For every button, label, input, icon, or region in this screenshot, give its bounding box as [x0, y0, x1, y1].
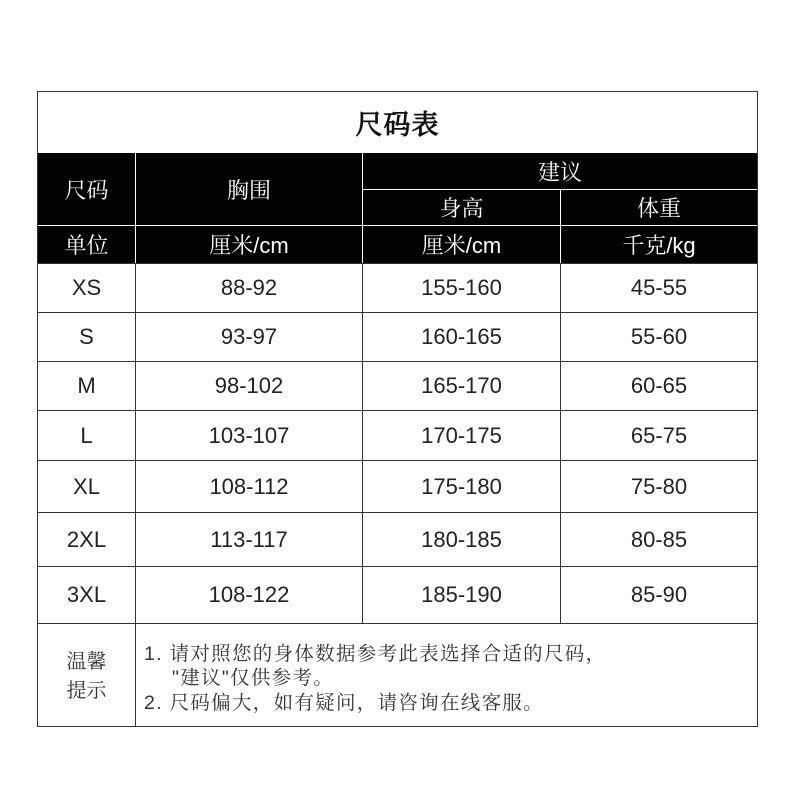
header-height: 身高 [362, 189, 560, 225]
table-row [38, 312, 757, 361]
chest-cell: 113-117 [135, 513, 362, 566]
table-title: 尺码表 [355, 110, 440, 140]
size-cell: XS [71, 275, 102, 300]
header-chest: 胸围 [135, 153, 362, 225]
height-cell: 175-180 [362, 461, 560, 512]
table-row [38, 263, 757, 312]
chest-cell: 88-92 [135, 264, 362, 312]
tip-line-1: 1. 请对照您的身体数据参考此表选择合适的尺码， [144, 643, 607, 665]
header-weight: 体重 [560, 189, 757, 225]
unit-chest: 厘米/cm [135, 225, 362, 263]
header-suggest: 建议 [362, 153, 757, 189]
size-chart-table [37, 91, 758, 727]
chest-cell: 108-122 [135, 567, 362, 623]
chest-cell: 98-102 [135, 362, 362, 410]
tips-label-line-1: 温馨 [66, 651, 107, 673]
tips-label-line-2: 提示 [66, 680, 107, 702]
size-cell: 3XL [66, 582, 107, 607]
tip-line-2: "建议"仅供参考。 [172, 667, 335, 689]
header-size: 尺码 [38, 153, 135, 225]
unit-weight: 千克/kg [560, 225, 757, 263]
weight-cell: 85-90 [560, 567, 757, 623]
size-cell: XL [73, 473, 100, 499]
weight-cell: 55-60 [560, 313, 757, 361]
weight-cell: 45-55 [560, 264, 757, 312]
tips-section [38, 623, 757, 726]
unit-height: 厘米/cm [362, 225, 560, 263]
height-cell: 155-160 [362, 264, 560, 312]
tips-label [38, 624, 135, 726]
table-row [38, 410, 757, 460]
weight-cell: 80-85 [560, 513, 757, 566]
table-row [38, 460, 757, 512]
size-cell: L [80, 422, 93, 448]
height-cell: 180-185 [362, 513, 560, 566]
chest-cell: 103-107 [135, 411, 362, 460]
tip-line-3: 2. 尺码偏大，如有疑问，请咨询在线客服。 [144, 692, 544, 714]
weight-cell: 75-80 [560, 461, 757, 512]
chest-cell: 108-112 [135, 461, 362, 512]
weight-cell: 60-65 [560, 362, 757, 410]
height-cell: 185-190 [362, 567, 560, 623]
table-row [38, 512, 757, 566]
height-cell: 165-170 [362, 362, 560, 410]
tips-text [135, 624, 757, 726]
unit-label: 单位 [38, 225, 135, 263]
weight-cell: 65-75 [560, 411, 757, 460]
table-row [38, 361, 757, 410]
height-cell: 160-165 [362, 313, 560, 361]
size-cell: M [77, 373, 96, 398]
height-cell: 170-175 [362, 411, 560, 460]
table-row [38, 566, 757, 623]
size-cell: 2XL [66, 526, 107, 552]
size-cell: S [79, 324, 94, 349]
chest-cell: 93-97 [135, 313, 362, 361]
